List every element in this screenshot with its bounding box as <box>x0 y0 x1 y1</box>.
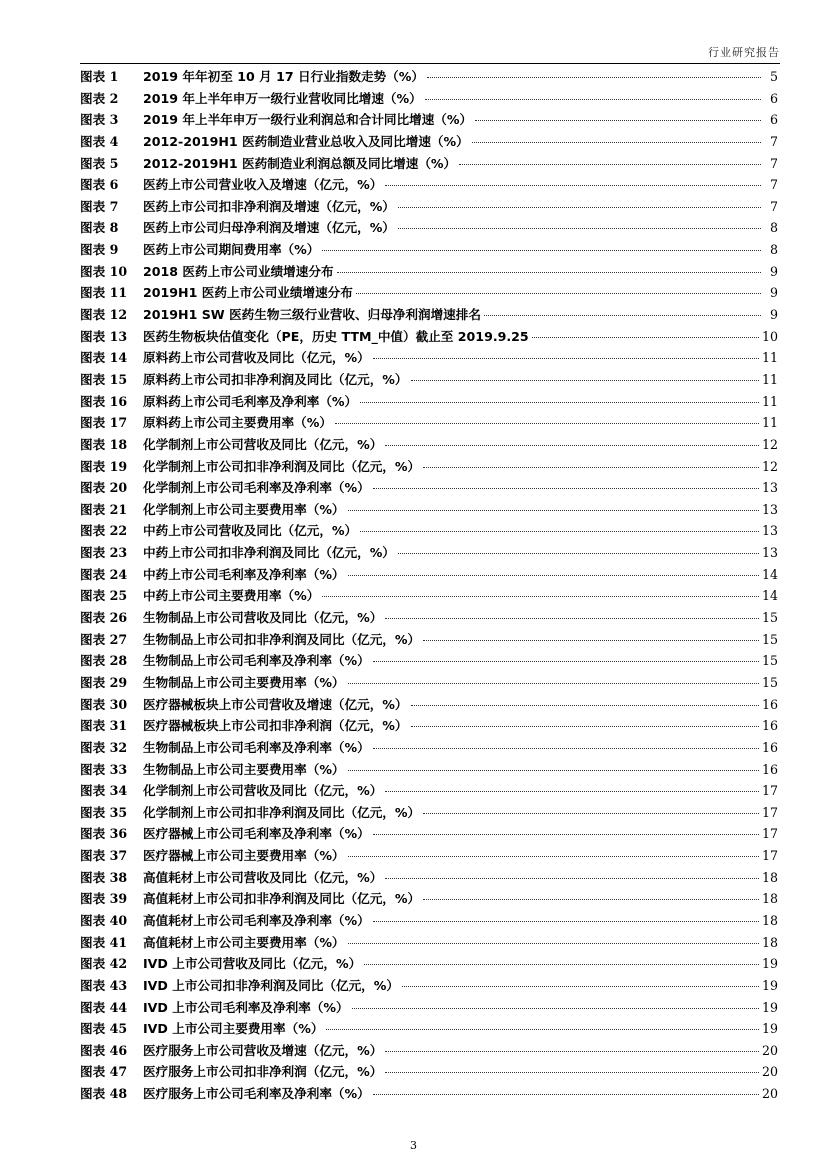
toc-figure-title: 中药上市公司扣非净利润及同比（亿元，%） <box>143 545 395 561</box>
toc-entry[interactable] <box>80 88 778 110</box>
toc-entry[interactable] <box>80 369 778 391</box>
page-header <box>80 36 780 66</box>
toc-dot-leader <box>459 164 761 165</box>
toc-figure-label: 图表 12 <box>80 307 128 323</box>
toc-figure-title: 化学制剂上市公司主要费用率（%） <box>143 501 345 517</box>
toc-entry[interactable] <box>80 910 778 932</box>
toc-entry[interactable] <box>80 239 778 261</box>
toc-figure-title: 2019H1 SW 医药生物三级行业营收、归母净利润增速排名 <box>143 307 481 323</box>
toc-page-number: 20 <box>761 1042 778 1058</box>
toc-figure-label: 图表 11 <box>80 285 128 301</box>
toc-page-number: 15 <box>761 610 778 626</box>
toc-dot-leader <box>373 488 759 489</box>
toc-figure-label: 图表 22 <box>80 523 128 539</box>
toc-page-number: 7 <box>769 133 778 149</box>
toc-page-number: 19 <box>761 999 778 1015</box>
toc-figure-title: 原料药上市公司营收及同比（亿元，%） <box>143 350 370 366</box>
toc-dot-leader <box>385 1051 759 1052</box>
toc-figure-title: 2019H1 医药上市公司业绩增速分布 <box>143 285 353 301</box>
toc-entry[interactable] <box>80 888 778 910</box>
toc-entry[interactable] <box>80 477 778 499</box>
toc-entry[interactable] <box>80 520 778 542</box>
toc-dot-leader <box>335 423 759 424</box>
toc-dot-leader <box>356 293 761 294</box>
toc-figure-title: 化学制剂上市公司营收及同比（亿元，%） <box>143 436 383 452</box>
toc-dot-leader <box>425 99 761 100</box>
toc-dot-leader <box>423 467 759 468</box>
toc-dot-leader <box>348 575 759 576</box>
toc-entry[interactable] <box>80 823 778 845</box>
toc-figure-label: 图表 39 <box>80 891 128 907</box>
toc-entry[interactable] <box>80 672 778 694</box>
toc-page-number: 13 <box>761 545 778 561</box>
toc-figure-title: 医疗器械板块上市公司扣非净利润（亿元，%） <box>143 718 408 734</box>
toc-figure-title: 医疗器械上市公司主要费用率（%） <box>143 848 345 864</box>
toc-page-number: 16 <box>761 761 778 777</box>
toc-figure-label: 图表 36 <box>80 826 128 842</box>
toc-dot-leader <box>423 813 759 814</box>
toc-page-number: 18 <box>761 891 778 907</box>
toc-figure-label: 图表 5 <box>80 155 119 171</box>
toc-entry[interactable] <box>80 499 778 521</box>
toc-page-number: 17 <box>761 848 778 864</box>
toc-entry[interactable] <box>80 261 778 283</box>
toc-entry[interactable] <box>80 1018 778 1040</box>
toc-entry[interactable] <box>80 845 778 867</box>
toc-entry[interactable] <box>80 109 778 131</box>
toc-figure-title: 医药上市公司期间费用率（%） <box>143 242 320 258</box>
toc-page-number: 20 <box>761 1086 778 1102</box>
toc-figure-label: 图表 9 <box>80 242 119 258</box>
toc-figure-label: 图表 23 <box>80 545 128 561</box>
toc-entry[interactable] <box>80 1061 778 1083</box>
toc-figure-title: 生物制品上市公司毛利率及净利率（%） <box>143 739 370 755</box>
toc-figure-title: 生物制品上市公司扣非净利润及同比（亿元，%） <box>143 631 421 647</box>
toc-figure-label: 图表 27 <box>80 631 128 647</box>
toc-entry[interactable] <box>80 412 778 434</box>
toc-figure-label: 图表 32 <box>80 739 128 755</box>
toc-page-number: 7 <box>769 155 778 171</box>
toc-figure-title: 医疗器械上市公司毛利率及净利率（%） <box>143 826 370 842</box>
toc-figure-label: 图表 37 <box>80 848 128 864</box>
toc-figure-title: 医疗服务上市公司扣非净利润（亿元，%） <box>143 1064 383 1080</box>
toc-page-number: 17 <box>761 804 778 820</box>
toc-page-number: 16 <box>761 739 778 755</box>
toc-figure-title: 原料药上市公司毛利率及净利率（%） <box>143 393 358 409</box>
toc-figure-label: 图表 8 <box>80 220 119 236</box>
toc-page-number: 18 <box>761 912 778 928</box>
toc-figure-title: 化学制剂上市公司扣非净利润及同比（亿元，%） <box>143 458 421 474</box>
toc-entry[interactable] <box>80 347 778 369</box>
toc-dot-leader <box>360 531 759 532</box>
toc-figure-label: 图表 15 <box>80 371 128 387</box>
toc-dot-leader <box>373 921 759 922</box>
toc-figure-title: 医疗服务上市公司毛利率及净利率（%） <box>143 1086 370 1102</box>
toc-page-number: 7 <box>769 177 778 193</box>
toc-figure-title: 高值耗材上市公司营收及同比（亿元，%） <box>143 869 383 885</box>
toc-entry[interactable] <box>80 196 778 218</box>
toc-entry[interactable] <box>80 1083 778 1105</box>
toc-entry[interactable] <box>80 694 778 716</box>
toc-entry[interactable] <box>80 802 778 824</box>
report-type-label: 行业研究报告 <box>708 46 780 59</box>
toc-figure-label: 图表 24 <box>80 566 128 582</box>
toc-dot-leader <box>398 553 759 554</box>
toc-dot-leader <box>360 402 759 403</box>
toc-page-number: 12 <box>761 458 778 474</box>
toc-figure-title: 中药上市公司主要费用率（%） <box>143 588 320 604</box>
toc-dot-leader <box>352 1008 759 1009</box>
toc-dot-leader <box>322 596 759 597</box>
toc-dot-leader <box>385 185 761 186</box>
toc-page-number: 7 <box>769 198 778 214</box>
toc-figure-label: 图表 46 <box>80 1042 128 1058</box>
toc-dot-leader <box>322 250 761 251</box>
toc-page-number: 14 <box>761 588 778 604</box>
toc-figure-title: IVD 上市公司毛利率及净利率（%） <box>143 999 349 1015</box>
toc-dot-leader <box>402 986 759 987</box>
toc-dot-leader <box>385 791 759 792</box>
toc-dot-leader <box>373 748 759 749</box>
toc-dot-leader <box>348 510 759 511</box>
toc-figure-label: 图表 41 <box>80 934 128 950</box>
toc-figure-label: 图表 6 <box>80 177 119 193</box>
toc-entry[interactable] <box>80 326 778 348</box>
toc-page-number: 15 <box>761 674 778 690</box>
toc-dot-leader <box>348 856 759 857</box>
toc-page-number: 8 <box>769 220 778 236</box>
toc-entry[interactable] <box>80 1040 778 1062</box>
toc-figure-title: 生物制品上市公司毛利率及净利率（%） <box>143 653 370 669</box>
toc-entry[interactable] <box>80 932 778 954</box>
toc-figure-label: 图表 42 <box>80 956 128 972</box>
toc-dot-leader <box>348 683 759 684</box>
toc-figure-label: 图表 45 <box>80 1021 128 1037</box>
toc-figure-label: 图表 17 <box>80 415 128 431</box>
toc-figure-title: 医药上市公司营业收入及增速（亿元，%） <box>143 177 383 193</box>
toc-page-number: 19 <box>761 977 778 993</box>
toc-entry[interactable] <box>80 759 778 781</box>
toc-figure-label: 图表 16 <box>80 393 128 409</box>
toc-dot-leader <box>484 315 761 316</box>
toc-page-number: 11 <box>761 415 778 431</box>
toc-entry[interactable] <box>80 997 778 1019</box>
toc-figure-title: 高值耗材上市公司扣非净利润及同比（亿元，%） <box>143 891 421 907</box>
toc-figure-title: 高值耗材上市公司主要费用率（%） <box>143 934 345 950</box>
toc-figure-label: 图表 2 <box>80 90 119 106</box>
toc-figure-title: 原料药上市公司主要费用率（%） <box>143 415 332 431</box>
toc-dot-leader <box>373 1094 759 1095</box>
toc-figure-title: 2019 年上半年申万一级行业利润总和合计同比增速（%） <box>143 112 473 128</box>
toc-figure-title: 化学制剂上市公司扣非净利润及同比（亿元，%） <box>143 804 421 820</box>
toc-figure-label: 图表 30 <box>80 696 128 712</box>
toc-figure-title: 医药上市公司扣非净利润及增速（亿元，%） <box>143 198 395 214</box>
toc-page-number: 16 <box>761 696 778 712</box>
toc-page-number: 6 <box>769 90 778 106</box>
toc-figure-title: IVD 上市公司扣非净利润及同比（亿元，%） <box>143 977 399 993</box>
toc-entry[interactable] <box>80 66 778 88</box>
toc-page-number: 9 <box>769 263 778 279</box>
toc-entry[interactable] <box>80 975 778 997</box>
toc-entry[interactable] <box>80 629 778 651</box>
toc-page-number: 11 <box>761 350 778 366</box>
toc-dot-leader <box>385 878 759 879</box>
toc-dot-leader <box>427 77 761 78</box>
toc-figure-title: IVD 上市公司营收及同比（亿元，%） <box>143 956 362 972</box>
toc-figure-label: 图表 14 <box>80 350 128 366</box>
toc-entry[interactable] <box>80 282 778 304</box>
toc-entry[interactable] <box>80 542 778 564</box>
toc-figure-title: 化学制剂上市公司营收及同比（亿元，%） <box>143 783 383 799</box>
toc-dot-leader <box>532 337 759 338</box>
toc-page-number: 18 <box>761 869 778 885</box>
toc-figure-title: 2018 医药上市公司业绩增速分布 <box>143 263 334 279</box>
toc-entry[interactable] <box>80 564 778 586</box>
toc-page-number: 16 <box>761 718 778 734</box>
toc-figure-label: 图表 28 <box>80 653 128 669</box>
toc-page-number: 5 <box>769 69 778 84</box>
toc-page-number: 6 <box>769 112 778 128</box>
toc-dot-leader <box>411 726 759 727</box>
toc-entry[interactable] <box>80 585 778 607</box>
toc-figure-label: 图表 7 <box>80 198 119 214</box>
toc-dot-leader <box>423 899 759 900</box>
toc-page-number: 17 <box>761 826 778 842</box>
toc-figure-label: 图表 33 <box>80 761 128 777</box>
toc-page-number: 9 <box>769 307 778 323</box>
toc-page-number: 13 <box>761 480 778 496</box>
toc-figure-label: 图表 3 <box>80 112 119 128</box>
toc-entry[interactable] <box>80 153 778 175</box>
toc-figure-label: 图表 18 <box>80 436 128 452</box>
page-number: 3 <box>410 1139 417 1152</box>
toc-figure-label: 图表 13 <box>80 328 128 344</box>
toc-figure-label: 图表 48 <box>80 1086 128 1102</box>
toc-figure-title: 2019 年年初至 10 月 17 日行业指数走势（%） <box>143 69 424 84</box>
toc-dot-leader <box>337 272 761 273</box>
toc-figure-title: 2019 年上半年申万一级行业营收同比增速（%） <box>143 90 422 106</box>
toc-page-number: 17 <box>761 783 778 799</box>
toc-figure-title: 2012-2019H1 医药制造业利润总额及同比增速（%） <box>143 155 457 171</box>
toc-figure-label: 图表 1 <box>80 69 119 84</box>
toc-figure-label: 图表 10 <box>80 263 128 279</box>
toc-figure-title: 中药上市公司毛利率及净利率（%） <box>143 566 345 582</box>
toc-page-number: 12 <box>761 436 778 452</box>
toc-dot-leader <box>411 380 759 381</box>
toc-dot-leader <box>385 445 759 446</box>
toc-figure-title: 中药上市公司营收及同比（亿元，%） <box>143 523 358 539</box>
toc-figure-title: 医疗器械板块上市公司营收及增速（亿元，%） <box>143 696 408 712</box>
toc-dot-leader <box>385 618 759 619</box>
figure-index-list <box>80 66 778 1105</box>
toc-dot-leader <box>373 661 759 662</box>
toc-figure-title: 原料药上市公司扣非净利润及同比（亿元，%） <box>143 371 408 387</box>
toc-figure-label: 图表 29 <box>80 674 128 690</box>
toc-entry[interactable] <box>80 607 778 629</box>
toc-figure-label: 图表 21 <box>80 501 128 517</box>
toc-page-number: 9 <box>769 285 778 301</box>
toc-dot-leader <box>348 770 759 771</box>
toc-figure-label: 图表 19 <box>80 458 128 474</box>
toc-page-number: 10 <box>761 328 778 344</box>
toc-dot-leader <box>475 120 761 121</box>
toc-figure-title: 生物制品上市公司营收及同比（亿元，%） <box>143 610 383 626</box>
toc-figure-label: 图表 35 <box>80 804 128 820</box>
toc-dot-leader <box>326 1029 759 1030</box>
toc-page-number: 18 <box>761 934 778 950</box>
toc-dot-leader <box>423 640 759 641</box>
toc-page-number: 20 <box>761 1064 778 1080</box>
toc-page-number: 15 <box>761 631 778 647</box>
toc-figure-label: 图表 43 <box>80 977 128 993</box>
toc-dot-leader <box>411 705 759 706</box>
toc-page-number: 8 <box>769 242 778 258</box>
toc-figure-label: 图表 47 <box>80 1064 128 1080</box>
toc-page-number: 13 <box>761 523 778 539</box>
toc-dot-leader <box>398 207 761 208</box>
toc-page-number: 19 <box>761 1021 778 1037</box>
toc-figure-title: 高值耗材上市公司毛利率及净利率（%） <box>143 912 370 928</box>
toc-figure-title: 2012-2019H1 医药制造业营业总收入及同比增速（%） <box>143 133 469 149</box>
toc-entry[interactable] <box>80 715 778 737</box>
toc-figure-label: 图表 40 <box>80 912 128 928</box>
toc-figure-label: 图表 38 <box>80 869 128 885</box>
toc-figure-label: 图表 31 <box>80 718 128 734</box>
toc-entry[interactable] <box>80 304 778 326</box>
toc-figure-title: 生物制品上市公司主要费用率（%） <box>143 761 345 777</box>
toc-dot-leader <box>373 358 759 359</box>
toc-figure-title: 化学制剂上市公司毛利率及净利率（%） <box>143 480 370 496</box>
toc-figure-title: IVD 上市公司主要费用率（%） <box>143 1021 324 1037</box>
toc-figure-title: 医药生物板块估值变化（PE，历史 TTM_中值）截止至 2019.9.25 <box>143 328 529 344</box>
toc-entry[interactable] <box>80 391 778 413</box>
toc-dot-leader <box>472 142 761 143</box>
toc-entry[interactable] <box>80 217 778 239</box>
toc-figure-title: 生物制品上市公司主要费用率（%） <box>143 674 345 690</box>
toc-figure-label: 图表 20 <box>80 480 128 496</box>
toc-page-number: 11 <box>761 371 778 387</box>
toc-page-number: 15 <box>761 653 778 669</box>
toc-dot-leader <box>398 228 761 229</box>
toc-figure-title: 医疗服务上市公司营收及增速（亿元，%） <box>143 1042 383 1058</box>
header-divider <box>80 63 780 64</box>
toc-dot-leader <box>373 834 759 835</box>
toc-dot-leader <box>385 1072 759 1073</box>
toc-entry[interactable] <box>80 867 778 889</box>
toc-entry[interactable] <box>80 456 778 478</box>
toc-page-number: 14 <box>761 566 778 582</box>
toc-figure-title: 医药上市公司归母净利润及增速（亿元，%） <box>143 220 395 236</box>
toc-page-number: 11 <box>761 393 778 409</box>
toc-entry[interactable] <box>80 434 778 456</box>
toc-entry[interactable] <box>80 780 778 802</box>
toc-entry[interactable] <box>80 737 778 759</box>
toc-figure-label: 图表 4 <box>80 133 119 149</box>
toc-dot-leader <box>364 964 759 965</box>
toc-entry[interactable] <box>80 953 778 975</box>
toc-figure-label: 图表 26 <box>80 610 128 626</box>
toc-figure-label: 图表 34 <box>80 783 128 799</box>
toc-entry[interactable] <box>80 131 778 153</box>
toc-dot-leader <box>348 943 759 944</box>
toc-page-number: 13 <box>761 501 778 517</box>
toc-entry[interactable] <box>80 650 778 672</box>
toc-page-number: 19 <box>761 956 778 972</box>
toc-figure-label: 图表 25 <box>80 588 128 604</box>
toc-entry[interactable] <box>80 174 778 196</box>
toc-figure-label: 图表 44 <box>80 999 128 1015</box>
